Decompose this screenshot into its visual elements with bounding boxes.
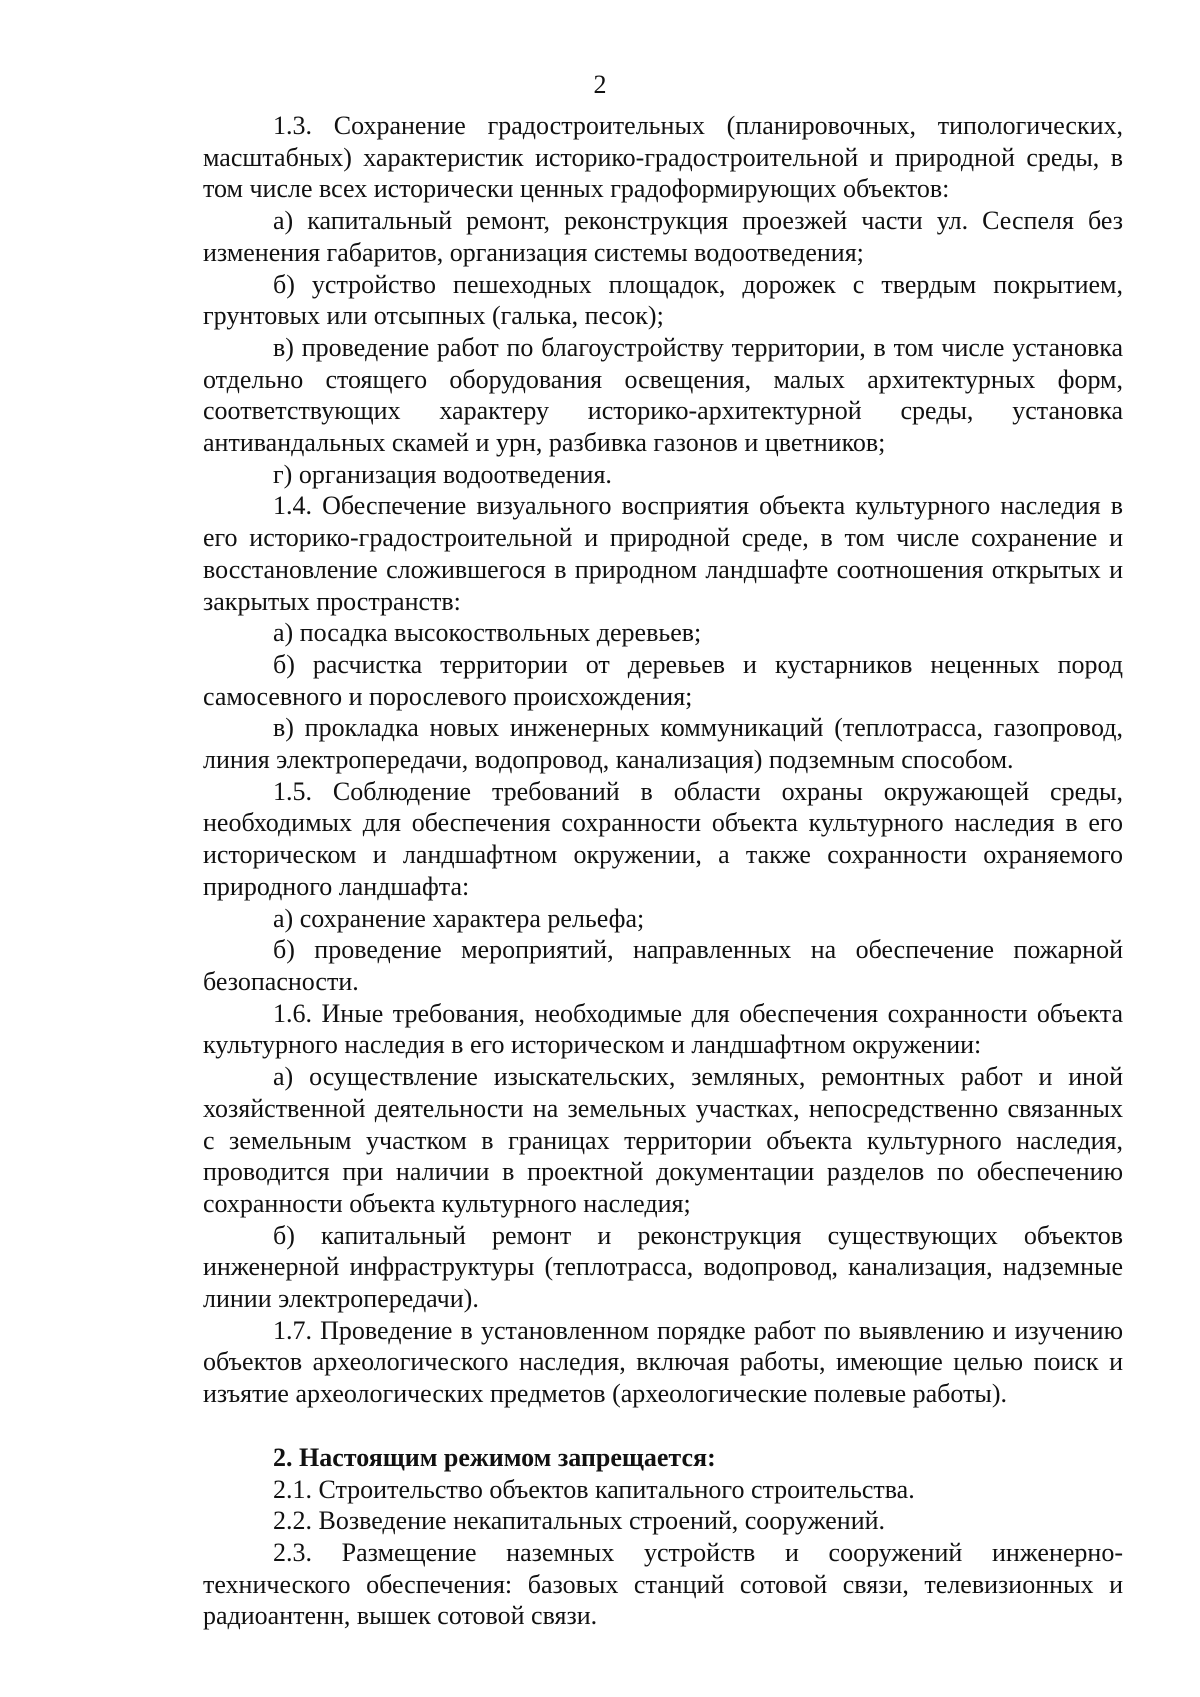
paragraph-1-3-g: г) организация водоотведения. xyxy=(273,459,612,489)
page-number: 2 xyxy=(593,70,607,99)
document-body xyxy=(203,110,1123,1632)
section-2-heading: 2. Настоящим режимом запрещается: xyxy=(273,1442,716,1472)
paragraph-1-7: 1.7. Проведение в установленном порядке работ по выявлению и изучению объектов археологического наследия, включая работы, имеющие целью поиск и изъятие археологических предметов (археологические полевые работы). xyxy=(203,1315,1123,1409)
paragraph-1-4-b: б) расчистка территории от деревьев и кустарников неценных пород самосевного и порослевого происхождения; xyxy=(203,649,1123,711)
paragraph-2-3: 2.3. Размещение наземных устройств и сооружений инженерно-технического обеспечения: базовых станций сотовой связи, телевизионных и радиоантенн, вышек сотовой связи. xyxy=(203,1537,1123,1631)
paragraph-1-6: 1.6. Иные требования, необходимые для обеспечения сохранности объекта культурного наследия в его историческом и ландшафтном окружении: xyxy=(203,998,1123,1060)
paragraph-2-2: 2.2. Возведение некапитальных строений, сооружений. xyxy=(273,1506,886,1536)
paragraph-1-3-a: а) капитальный ремонт, реконструкция проезжей части ул. Сеспеля без изменения габаритов, организация системы водоотведения; xyxy=(203,206,1123,267)
section-gap xyxy=(203,1410,1123,1442)
paragraph-2-1: 2.1. Строительство объектов капитального строительства. xyxy=(273,1474,915,1504)
paragraph-1-4: 1.4. Обеспечение визуального восприятия объекта культурного наследия в его историко-градостроительной и природной среде, в том числе сохранение и восстановление сложившегося в природном ландшафте соотношения открытых и закрытых пространств: xyxy=(203,491,1123,616)
paragraph-1-4-a: а) посадка высокоствольных деревьев; xyxy=(273,618,702,648)
paragraph-1-5-b: б) проведение мероприятий, направленных на обеспечение пожарной безопасности. xyxy=(203,935,1123,996)
paragraph-1-3: 1.3. Сохранение градостроительных (планировочных, типологических, масштабных) характеристик историко-градостроительной и природной среды, в том числе всех исторически ценных градоформирующих объектов: xyxy=(203,111,1123,204)
paragraph-1-3-v: в) проведение работ по благоустройству территории, в том числе установка отдельно стоящего оборудования освещения, малых архитектурных форм, соответствующих характеру историко-архитектурной среды, установка антивандальных скамей и урн, разбивка газонов и цветников; xyxy=(203,332,1123,458)
paragraph-1-3-b: б) устройство пешеходных площадок, дорожек с твердым покрытием, грунтовых или отсыпных (галька, песок); xyxy=(203,269,1123,331)
paragraph-1-4-v: в) прокладка новых инженерных коммуникаций (теплотрасса, газопровод, линия электропередачи, водопровод, канализация) подземным способом. xyxy=(203,713,1123,775)
paragraph-1-5-a: а) сохранение характера рельефа; xyxy=(273,903,645,933)
paragraph-1-6-a: а) осуществление изыскательских, земляных, ремонтных работ и иной хозяйственной деятельности на земельных участках, непосредственно связанных с земельным участком в границах территории объекта культурного наследия, проводится при наличии в проектной документации разделов по обеспечению сохранности объекта культурного наследия; xyxy=(203,1062,1123,1218)
paragraph-1-5: 1.5. Соблюдение требований в области охраны окружающей среды, необходимых для обеспечения сохранности объекта культурного наследия в его историческом и ландшафтном окружении, а также сохранности охраняемого природного ландшафта: xyxy=(203,776,1123,901)
paragraph-1-6-b: б) капитальный ремонт и реконструкция существующих объектов инженерной инфраструктуры (теплотрасса, водопровод, канализация, надземные линии электропередачи). xyxy=(203,1220,1123,1314)
